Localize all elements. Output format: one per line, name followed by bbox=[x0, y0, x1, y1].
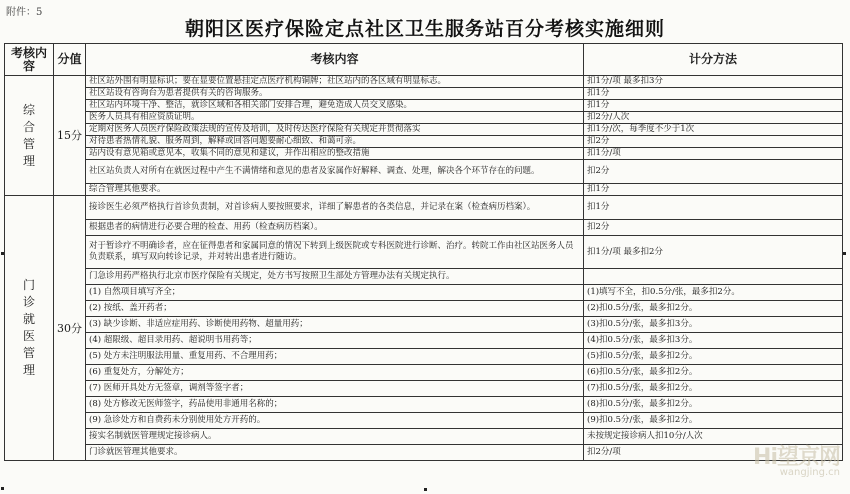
row-method: (2)扣0.5分/张，最多扣2分。 bbox=[584, 301, 843, 317]
row-content: (6) 重复处方，分解处方； bbox=[86, 365, 584, 381]
assessment-table bbox=[4, 43, 843, 461]
table-row bbox=[5, 236, 843, 269]
table-row bbox=[5, 196, 843, 220]
section-category: 门诊就医管理 bbox=[5, 196, 54, 461]
row-content: 医务人员具有相应资质证明。 bbox=[86, 112, 584, 124]
row-content: (9) 急诊处方和自费药未分别使用处方开药的。 bbox=[86, 413, 584, 429]
row-method: 扣1分 bbox=[584, 88, 843, 100]
watermark-url: wangjing.cn bbox=[779, 467, 840, 478]
row-method: 扣1分 bbox=[584, 100, 843, 112]
header-score: 分值 bbox=[54, 44, 86, 76]
row-content: 门急诊用药严格执行北京市医疗保险有关规定，处方书写按照卫生部处方管理办法有关规定执行。 bbox=[86, 269, 584, 285]
row-content: (7) 医师开具处方无签章，调剂等签字者； bbox=[86, 381, 584, 397]
table-row bbox=[5, 220, 843, 236]
table-row bbox=[5, 333, 843, 349]
row-method: 扣2分 bbox=[584, 136, 843, 148]
row-method bbox=[584, 269, 843, 285]
row-content: 对待患者热情礼貌、服务周到，解释或回答问题要耐心细致、和蔼可亲。 bbox=[86, 136, 584, 148]
row-content: 社区站内环境干净、整洁，就诊区域和各相关部门安排合理，避免造成人员交叉感染。 bbox=[86, 100, 584, 112]
table-row bbox=[5, 136, 843, 148]
table-row bbox=[5, 317, 843, 333]
row-method: (7)扣0.5分/张，最多扣2分。 bbox=[584, 381, 843, 397]
row-method: (8)扣0.5分/张，最多扣2分。 bbox=[584, 397, 843, 413]
row-content: (1) 自然项目填写齐全； bbox=[86, 285, 584, 301]
scan-edge-mark bbox=[1, 487, 4, 490]
scan-edge-mark bbox=[843, 252, 846, 255]
table-row bbox=[5, 124, 843, 136]
row-method: 扣1分 bbox=[584, 184, 843, 196]
row-content: 门诊就医管理其他要求。 bbox=[86, 445, 584, 461]
row-content: 对于暂诊疗不明确诊者，应在征得患者和家属同意的情况下转到上级医院或专科医院进行诊断、治疗。转院工作由社区站医务人员负责联系，填写双向转诊记录，并对转出患者进行随访。 bbox=[86, 236, 584, 269]
row-method: 扣2分 bbox=[584, 160, 843, 184]
row-content: (3) 缺少诊断、非适应症用药、诊断使用药物、超量用药； bbox=[86, 317, 584, 333]
row-method: (4)扣0.5分/张，最多扣3分。 bbox=[584, 333, 843, 349]
page-title: 朝阳区医疗保险定点社区卫生服务站百分考核实施细则 bbox=[184, 18, 665, 40]
section-category: 综合管理 bbox=[5, 76, 54, 196]
section-score: 30分 bbox=[54, 196, 86, 461]
row-content: 接诊医生必须严格执行首诊负责制，对首诊病人要按照要求，详细了解患者的各类信息，并记录在案（检查病历档案）。 bbox=[86, 196, 584, 220]
watermark-logo: Hi望京网 bbox=[753, 445, 840, 470]
table-row bbox=[5, 429, 843, 445]
table-row bbox=[5, 184, 843, 196]
row-method: (6)扣0.5分/张，最多扣2分。 bbox=[584, 365, 843, 381]
row-content: 社区站设有咨询台为患者提供有关的咨询服务。 bbox=[86, 88, 584, 100]
header-content: 考核内容 bbox=[86, 44, 584, 76]
row-method: (9)扣0.5分/张，最多扣2分。 bbox=[584, 413, 843, 429]
table-row bbox=[5, 365, 843, 381]
row-method: (5)扣0.5分/张，最多扣2分。 bbox=[584, 349, 843, 365]
row-method: 扣1分 bbox=[584, 196, 843, 220]
row-method: 扣1分/项 最多扣2分 bbox=[584, 236, 843, 269]
table-row bbox=[5, 100, 843, 112]
scan-edge-mark bbox=[424, 488, 427, 491]
row-method: 扣2分/项 bbox=[584, 445, 843, 461]
row-content: 社区站负责人对所有在就医过程中产生不满情绪和意见的患者及家属作好解释、调查、处理，解决各个环节存在的问题。 bbox=[86, 160, 584, 184]
row-method: 扣2分/人次 bbox=[584, 112, 843, 124]
table-row bbox=[5, 445, 843, 461]
row-content: (4) 超限级、超目录用药、超说明书用药等； bbox=[86, 333, 584, 349]
attachment-label: 附件：5 bbox=[6, 7, 43, 18]
section-score: 15分 bbox=[54, 76, 86, 196]
site-watermark bbox=[753, 440, 840, 478]
row-content: (2) 按纸、盖开药者； bbox=[86, 301, 584, 317]
table-row bbox=[5, 381, 843, 397]
table-row bbox=[5, 285, 843, 301]
table-row bbox=[5, 301, 843, 317]
table-row bbox=[5, 269, 843, 285]
row-method: (3)扣0.5分/张，最多扣3分。 bbox=[584, 317, 843, 333]
table-row bbox=[5, 160, 843, 184]
table-row bbox=[5, 76, 843, 88]
row-content: (5) 处方未注明服法用量、重复用药、不合理用药； bbox=[86, 349, 584, 365]
header-category: 考核内容 bbox=[5, 44, 54, 76]
row-method: 扣1分/项 最多扣3分 bbox=[584, 76, 843, 88]
row-content: (8) 处方修改无医师签字，药品使用非通用名称的； bbox=[86, 397, 584, 413]
table-row bbox=[5, 112, 843, 124]
scan-edge-mark bbox=[1, 252, 4, 255]
row-content: 站内设有意见箱或意见本，收集不同的意见和建议，并作出相应的整改措施 bbox=[86, 148, 584, 160]
row-content: 定期对医务人员医疗保险政策法规的宣传及培训，及时传达医疗保险有关规定并贯彻落实 bbox=[86, 124, 584, 136]
row-method: 扣1分/项 bbox=[584, 148, 843, 160]
row-method: 未按规定接诊病人扣10分/人次 bbox=[584, 429, 843, 445]
row-content: 接实名制就医管理规定接诊病人。 bbox=[86, 429, 584, 445]
row-content: 根据患者的病情进行必要合理的检查、用药（检查病历档案）。 bbox=[86, 220, 584, 236]
table-row bbox=[5, 397, 843, 413]
row-content: 社区站外围有明显标识；要在显要位置悬挂定点医疗机构铜牌；社区站内的各区域有明显标志。 bbox=[86, 76, 584, 88]
header-method: 计分方法 bbox=[584, 44, 843, 76]
row-method: 扣2分 bbox=[584, 220, 843, 236]
row-content: 综合管理其他要求。 bbox=[86, 184, 584, 196]
table-row bbox=[5, 148, 843, 160]
row-method: 扣1分/次，每季度不少于1次 bbox=[584, 124, 843, 136]
table-row bbox=[5, 349, 843, 365]
row-method: (1)填写不全，扣0.5分/张，最多扣2分。 bbox=[584, 285, 843, 301]
table-row bbox=[5, 88, 843, 100]
table-row bbox=[5, 413, 843, 429]
table-header-row bbox=[5, 44, 843, 76]
